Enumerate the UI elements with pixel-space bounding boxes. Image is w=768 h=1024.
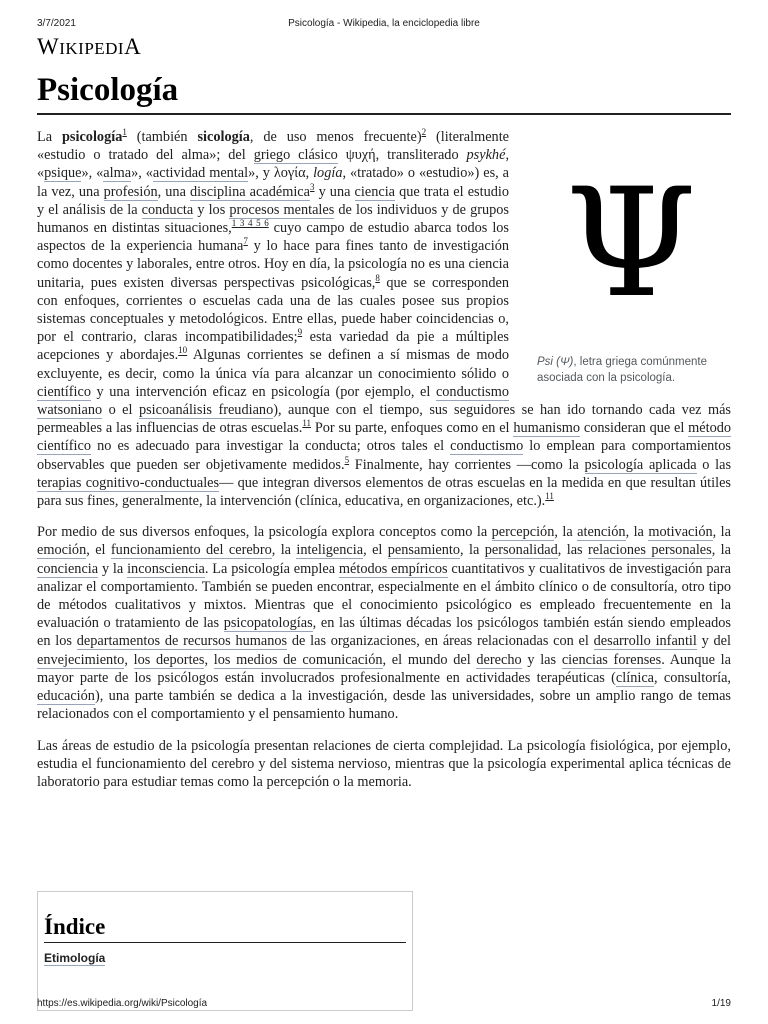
text: , el bbox=[86, 542, 111, 559]
italic-term: logía bbox=[313, 165, 343, 182]
text: , la bbox=[271, 542, 297, 559]
link-medios-comunicacion[interactable]: los medios de comunicación bbox=[213, 651, 383, 668]
caption-link-psi[interactable]: Psi (Ψ) bbox=[537, 356, 574, 368]
text: de las organizaciones, en áreas relacionadas con el bbox=[287, 633, 594, 650]
link-envejecimiento[interactable]: envejecimiento bbox=[37, 651, 125, 668]
logo-last-letter: A bbox=[124, 34, 142, 59]
text: , «tratado» o «estudio») es, a la vez, una bbox=[37, 165, 509, 200]
bold-term: psicología bbox=[61, 129, 123, 145]
text: (literalmente «estudio o tratado del alma»; del bbox=[37, 129, 510, 164]
text: , las bbox=[557, 542, 589, 559]
greek-word: λογία bbox=[273, 165, 306, 182]
text: que se corresponden con enfoques, corrientes o escuelas cada una de las cuales posee sus propios sistemas conceptuales y metodológicos. Entre ellas, puede haber coincidencias o, por el contrario, claras incompatibilidades; bbox=[37, 274, 509, 346]
link-recursos-humanos[interactable]: departamentos de recursos humanos bbox=[76, 633, 288, 650]
link-pensamiento[interactable]: pensamiento bbox=[387, 542, 461, 559]
link-conducta[interactable]: conducta bbox=[141, 201, 194, 218]
text: consideran que el bbox=[580, 420, 689, 437]
text: lo emplean para comportamientos observables que pueden ser objetivamente medidos. bbox=[37, 438, 731, 473]
link-metodo-cientifico[interactable]: método científico bbox=[37, 420, 732, 455]
text: o el bbox=[102, 402, 139, 419]
toc-item-etimologia[interactable]: Etimología bbox=[44, 951, 106, 965]
text: y una intervención eficaz en psicología (por ejemplo, el bbox=[90, 383, 436, 400]
link-conductismo-watsoniano[interactable]: conductismo watsoniano bbox=[37, 383, 509, 419]
print-title: Psicología - Wikipedia, la enciclopedia libre bbox=[288, 18, 480, 29]
link-terapias-cognitivo-conductuales[interactable]: terapias cognitivo-conductuales bbox=[37, 474, 220, 491]
text: , la bbox=[554, 524, 578, 541]
second-paragraph bbox=[37, 523, 731, 723]
text: », « bbox=[81, 165, 104, 182]
print-date: 3/7/2021 bbox=[37, 18, 76, 29]
link-clinica[interactable]: clínica bbox=[615, 669, 655, 686]
link-desarrollo-infantil[interactable]: desarrollo infantil bbox=[593, 633, 697, 650]
link-griego-clasico[interactable]: griego clásico bbox=[253, 147, 338, 164]
link-humanismo[interactable]: humanismo bbox=[513, 420, 581, 437]
ref-link[interactable]: 2 bbox=[421, 127, 427, 138]
text bbox=[338, 147, 346, 163]
text: , la bbox=[712, 524, 731, 541]
text: , consultoría, bbox=[654, 669, 731, 686]
third-paragraph: Las áreas de estudio de la psicología presentan relaciones de cierta complejidad. La psicología fisiológica, por ejemplo, estudia el funcionamiento del cerebro y del sistema nervioso, mientras que la psicología experimental aplica técnicas de laboratorio para estudiar temas como la percepción o la memoria. bbox=[37, 737, 731, 790]
link-ciencia[interactable]: ciencia bbox=[354, 183, 396, 200]
link-personalidad[interactable]: personalidad bbox=[484, 542, 558, 559]
ref-link[interactable]: 10 bbox=[178, 345, 188, 356]
text: Por medio de sus diversos enfoques, la psicología explora conceptos como la bbox=[37, 524, 492, 541]
link-procesos-mentales[interactable]: procesos mentales bbox=[229, 201, 335, 218]
wikipedia-logo[interactable] bbox=[37, 34, 141, 60]
link-derecho[interactable]: derecho bbox=[476, 651, 522, 668]
link-inteligencia[interactable]: inteligencia bbox=[296, 542, 364, 559]
article-content bbox=[37, 128, 731, 804]
text: ), aunque con el tiempo, sus seguidores se han ido tornando cada vez más permeables a las influencias de otras escuelas. bbox=[37, 402, 731, 437]
link-deportes[interactable]: los deportes bbox=[133, 651, 205, 668]
logo-small-caps: IKIPEDI bbox=[59, 39, 125, 58]
toc-heading: Índice bbox=[44, 914, 406, 943]
text: ), una parte también se dedica a la investigación, desde las universidades, sobre un amplio rango de temas relacionados con el comportamiento y el pensamiento humano. bbox=[37, 688, 731, 723]
text: , en las últimas décadas los psicólogos también están siendo empleados en los bbox=[37, 615, 731, 650]
link-alma[interactable]: alma bbox=[103, 165, 132, 182]
link-motivacion[interactable]: motivación bbox=[648, 524, 713, 541]
text: y las bbox=[521, 651, 562, 668]
text: cuyo campo de estudio abarca todos los aspectos de la experiencia humana bbox=[37, 220, 509, 255]
page-title: Psicología bbox=[37, 72, 731, 115]
link-funcionamiento-cerebro[interactable]: funcionamiento del cerebro bbox=[110, 542, 272, 559]
text: de los individuos y de grupos humanos en distintas situaciones, bbox=[37, 201, 509, 237]
text: Algunas corrientes se definen a sí mismas de modo excluyente, es decir, como la única vía para alcanzar un conocimiento sólido o bbox=[37, 347, 509, 382]
link-actividad-mental[interactable]: actividad mental bbox=[152, 165, 249, 182]
text: », y bbox=[248, 165, 274, 182]
ref-link[interactable]: 9 bbox=[297, 327, 303, 338]
text: . La psicología emplea bbox=[204, 560, 339, 577]
text: y la bbox=[98, 560, 128, 577]
print-header bbox=[37, 18, 731, 32]
text: o las bbox=[696, 456, 732, 473]
link-disciplina-academica[interactable]: disciplina académica bbox=[190, 183, 310, 200]
greek-word: ψυχή bbox=[345, 147, 376, 164]
text: y lo hace para fines tanto de investigación como docentes y laborales, entre otros. Hoy en día, la psicología no es una ciencia unitaria, pues existen diversas perspectivas psicológicas, bbox=[37, 238, 509, 291]
link-inconsciencia[interactable]: inconsciencia bbox=[127, 560, 205, 577]
bold-term: sicología bbox=[197, 129, 250, 145]
logo-first-letter: W bbox=[37, 34, 60, 59]
text: », « bbox=[131, 165, 153, 182]
text: cuantitativos y cualitativos de investigación para analizar el comportamiento. También se pueden encontrar, especialmente en el ámbito clínico o de consultoría, otro tipo de métodos cualitativos y mixtos. Mientras que el conocimiento psicológico es empleado frecuentemente en la evaluación o tratamiento de las bbox=[37, 560, 731, 632]
text: , bbox=[305, 165, 314, 182]
ref-links[interactable]: 1 3 4 5 6 bbox=[231, 218, 269, 229]
text: , « bbox=[37, 147, 510, 182]
text: (también bbox=[126, 129, 198, 145]
infobox bbox=[531, 128, 731, 386]
text: , transliterado bbox=[375, 147, 467, 164]
text: , el mundo del bbox=[382, 651, 477, 668]
text: , bbox=[204, 651, 214, 668]
link-profesion[interactable]: profesión bbox=[103, 183, 158, 200]
text: y una bbox=[314, 183, 355, 200]
table-of-contents bbox=[37, 891, 413, 1011]
ref-link[interactable]: 3 bbox=[310, 181, 315, 192]
link-psicoanalisis-freudiano[interactable]: psicoanálisis freudiano bbox=[138, 402, 274, 419]
link-conductismo[interactable]: conductismo bbox=[450, 438, 524, 455]
text: , bbox=[124, 651, 134, 668]
caption-text: , letra griega comúnmente asociada con la psicología. bbox=[537, 356, 707, 384]
psi-image[interactable]: Ψ bbox=[565, 157, 697, 331]
text: , la bbox=[625, 524, 649, 541]
text: esta variedad da pie a múltiples acepciones y abordajes. bbox=[37, 329, 509, 364]
text: , de uso menos frecuente) bbox=[249, 129, 422, 145]
ref-link[interactable]: 11 bbox=[545, 491, 554, 502]
text: , el bbox=[363, 542, 388, 559]
ref-link[interactable]: 1 bbox=[122, 127, 127, 138]
link-cientifico[interactable]: científico bbox=[37, 383, 91, 400]
ref-link[interactable]: 5 bbox=[344, 454, 350, 465]
text: y los bbox=[193, 201, 230, 218]
text: que trata el estudio y el análisis de la bbox=[37, 183, 510, 218]
link-conciencia[interactable]: conciencia bbox=[37, 560, 99, 577]
italic-term: psykhé bbox=[466, 147, 506, 164]
text: , la bbox=[460, 542, 485, 559]
link-metodos-empiricos[interactable]: métodos empíricos bbox=[338, 560, 448, 577]
link-ciencias-forenses[interactable]: ciencias forenses bbox=[561, 651, 662, 668]
print-url: https://es.wikipedia.org/wiki/Psicología bbox=[37, 998, 208, 1009]
text: . Aunque la mayor parte de los psicólogos están involucrados profesionalmente en actividades terapéuticas ( bbox=[37, 651, 731, 686]
text: La bbox=[37, 129, 62, 145]
text: Por su parte, enfoques como en el bbox=[311, 420, 514, 437]
text: y del bbox=[696, 633, 731, 650]
ref-link[interactable]: 11 bbox=[302, 418, 312, 429]
ref-link[interactable]: 7 bbox=[243, 236, 248, 247]
text: no es adecuado para investigar la conducta; otros tales el bbox=[90, 438, 451, 455]
link-percepcion[interactable]: percepción bbox=[491, 524, 555, 541]
link-psique[interactable]: psique bbox=[44, 165, 82, 182]
link-relaciones-personales[interactable]: relaciones personales bbox=[588, 542, 712, 559]
text: — que integran diversos elementos de otras escuelas en la medida en que resultan útiles para sus fines, generalmente, la intervención (clínica, educativa, en organizaciones, etc.). bbox=[37, 474, 731, 510]
link-psicopatologias[interactable]: psicopatologías bbox=[223, 615, 313, 632]
print-footer bbox=[37, 998, 731, 1012]
link-educacion[interactable]: educación bbox=[37, 688, 95, 705]
link-atencion[interactable]: atención bbox=[577, 524, 626, 541]
ref-link[interactable]: 8 bbox=[375, 272, 380, 283]
text: , una bbox=[157, 183, 191, 200]
link-emocion[interactable]: emoción bbox=[37, 542, 87, 559]
image-caption bbox=[531, 354, 731, 386]
text: Finalmente, hay corrientes —como la bbox=[349, 456, 585, 473]
print-page-number: 1/19 bbox=[711, 998, 731, 1009]
link-psicologia-aplicada[interactable]: psicología aplicada bbox=[584, 456, 697, 473]
text: , la bbox=[711, 542, 731, 559]
